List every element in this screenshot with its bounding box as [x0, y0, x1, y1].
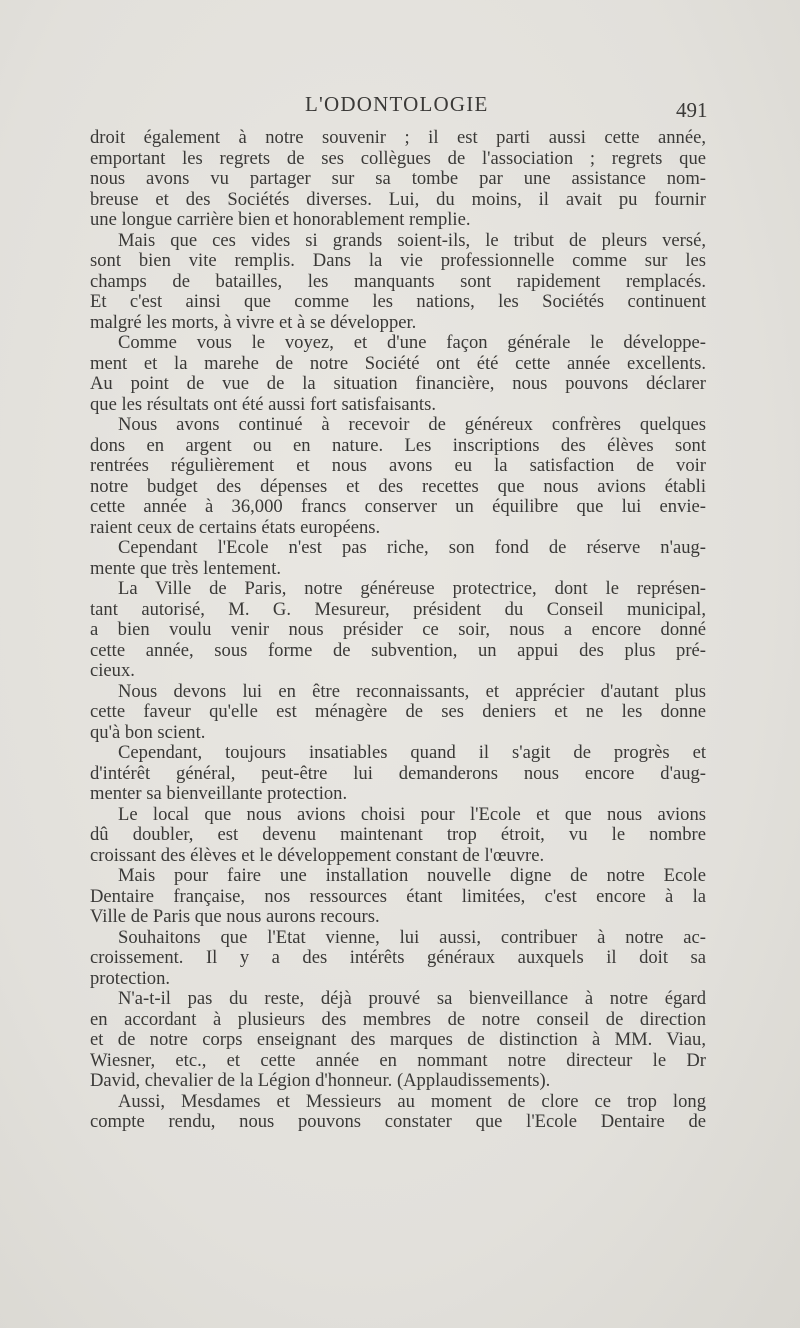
text-line: malgré les morts, à vivre et à se développer. [90, 311, 417, 333]
text-line: droit également à notre souvenir ; il est parti aussi cette année, [90, 127, 706, 148]
text-line: N'a-t-il pas du reste, déjà prouvé sa bienveillance à notre égard [118, 988, 706, 1009]
text-line: en accordant à plusieurs des membres de notre conseil de direction [90, 1008, 706, 1030]
text-line: a bien voulu venir nous présider ce soir, nous a encore donné [90, 619, 706, 640]
paragraph [90, 928, 706, 990]
text-line: Le local que nous avions choisi pour l'Ecole et que nous avions [118, 803, 706, 825]
text-line: Au point de vue de la situation financière, nous pouvons déclarer [90, 373, 706, 394]
text-line: Souhaitons que l'Etat vienne, lui aussi, contribuer à notre ac- [118, 926, 706, 948]
text-line: une longue carrière bien et honorablement remplie. [90, 209, 471, 230]
text-line: Ville de Paris que nous aurons recours. [90, 906, 380, 927]
text-line: Cependant l'Ecole n'est pas riche, son fond de réserve n'aug- [118, 537, 706, 558]
text-line: David, chevalier de la Légion d'honneur. (Applaudissements). [90, 1070, 551, 1091]
paragraph [90, 231, 706, 334]
body-text [90, 128, 706, 1133]
paragraph [90, 1092, 706, 1133]
text-line: tant autorisé, M. G. Mesureur, président du Conseil municipal, [90, 598, 706, 620]
text-line: notre budget des dépenses et des recettes que nous avions établi [90, 475, 706, 497]
paragraph [90, 579, 706, 682]
paragraph [90, 538, 706, 579]
paragraph [90, 989, 706, 1092]
text-line: breuse et des Sociétés diverses. Lui, du moins, il avait pu fournir [90, 188, 706, 210]
text-line: protection. [90, 967, 171, 989]
text-line: Dentaire française, nos ressources étant limitées, c'est encore à la [90, 885, 706, 907]
text-line: et de notre corps enseignant des marques de distinction à MM. Viau, [90, 1029, 706, 1050]
text-line: sont bien vite remplis. Dans la vie professionnelle comme sur les [90, 250, 706, 271]
paragraph [90, 866, 706, 928]
text-line: Aussi, Mesdames et Messieurs au moment de clore ce trop long [118, 1090, 706, 1112]
text-line: Wiesner, etc., et cette année en nommant notre directeur le Dr [90, 1049, 706, 1071]
paragraph [90, 743, 706, 805]
text-line: La Ville de Paris, notre généreuse protectrice, dont le représen- [118, 578, 706, 599]
paragraph [90, 682, 706, 744]
text-line: Comme vous le voyez, et d'une façon générale le développe- [118, 332, 706, 353]
text-line: que les résultats ont été aussi fort satisfaisants. [90, 393, 436, 415]
text-line: Mais pour faire une installation nouvelle digne de notre Ecole [118, 865, 706, 886]
text-line: qu'à bon scient. [90, 721, 206, 743]
text-line: raient ceux de certains états européens. [90, 516, 381, 538]
text-line: Nous avons continué à recevoir de généreux confrères quelques [118, 414, 706, 435]
text-line: cieux. [90, 660, 135, 681]
text-line: ment et la marehe de notre Société ont été cette année excellents. [90, 352, 706, 374]
running-title: L'ODONTOLOGIE [305, 92, 489, 116]
text-line: emportant les regrets de ses collègues de l'association ; regrets que [90, 147, 706, 169]
text-line: Nous devons lui en être reconnaissants, et apprécier d'autant plus [118, 680, 706, 702]
paragraph [90, 415, 706, 538]
text-line: Et c'est ainsi que comme les nations, les Sociétés continuent [90, 291, 706, 312]
text-line: dons en argent ou en nature. Les inscriptions des élèves sont [90, 434, 706, 456]
text-line: dû doubler, est devenu maintenant trop étroit, vu le nombre [90, 824, 706, 845]
text-line: croissement. Il y a des intérêts généraux auxquels il doit sa [90, 947, 706, 968]
text-line: Cependant, toujours insatiables quand il s'agit de progrès et [118, 742, 706, 763]
running-head [0, 92, 800, 122]
paragraph [90, 333, 706, 415]
text-line: mente que très lentement. [90, 557, 282, 579]
text-line: nous avons vu partager sur sa tombe par une assistance nom- [90, 168, 706, 189]
paragraph [90, 128, 706, 231]
text-line: d'intérêt général, peut-être lui demanderons nous encore d'aug- [90, 762, 706, 784]
text-line: rentrées régulièrement et nous avons eu la satisfaction de voir [90, 455, 706, 476]
text-line: menter sa bienveillante protection. [90, 783, 348, 804]
text-line: champs de batailles, les manquants sont rapidement remplacés. [90, 270, 706, 292]
text-line: croissant des élèves et le développement constant de l'œuvre. [90, 844, 545, 866]
text-line: cette année à 36,000 francs conserver un équilibre que lui envie- [90, 496, 706, 517]
paragraph [90, 805, 706, 867]
page-number: 491 [676, 98, 708, 122]
text-line: cette année, sous forme de subvention, un appui des plus pré- [90, 639, 706, 661]
text-line: compte rendu, nous pouvons constater que l'Ecole Dentaire de [90, 1111, 706, 1132]
text-line: cette faveur qu'elle est ménagère de ses deniers et ne les donne [90, 701, 706, 722]
text-line: Mais que ces vides si grands soient-ils, le tribut de pleurs versé, [118, 229, 706, 251]
